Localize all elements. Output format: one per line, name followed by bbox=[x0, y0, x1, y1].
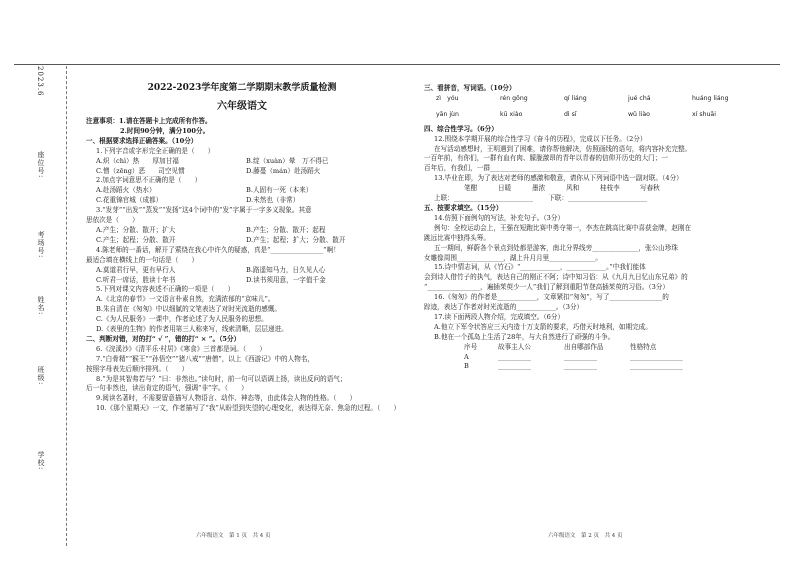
question-line: 在写活动感想时，王明遇到了困难，请你帮他解决，仿照画线的语句，将内容补充完整。 bbox=[434, 144, 692, 153]
page-footer-right: 六年级语文 第 2 页 共 4 页 bbox=[548, 533, 623, 539]
option-row bbox=[86, 186, 398, 196]
couplet-lines bbox=[424, 194, 764, 204]
table-row bbox=[424, 353, 764, 363]
option-row bbox=[86, 236, 398, 246]
binding-gutter bbox=[30, 66, 72, 546]
gutter-seat: 座位号: bbox=[37, 151, 45, 179]
question-line: 踪迹，表达了作者对时光流逝的____________。（3分） bbox=[424, 303, 584, 312]
question-line: 8.“为是其智弗若与？”曰：非然也。”读句时，前一句可以语调上扬，读出反问的语气； bbox=[96, 374, 347, 383]
top-rule bbox=[14, 64, 780, 65]
pinyin: kū xiào bbox=[500, 110, 523, 118]
pinyin: yān jùn bbox=[436, 110, 459, 118]
word: 日暖 bbox=[498, 184, 512, 193]
word: 墨浓 bbox=[532, 184, 546, 193]
table-header-cell: 性格特点 bbox=[630, 342, 657, 351]
table-cell: __________ bbox=[564, 352, 597, 361]
word: 桂枝李 bbox=[600, 184, 620, 193]
option-text: B.人固有一死（本来） bbox=[246, 186, 313, 195]
question-line: 后一句非然也，读出肯定的语气，强调“非”字。（ ） bbox=[86, 384, 248, 393]
couplet-words bbox=[424, 184, 764, 194]
word: 写春秋 bbox=[640, 184, 660, 193]
question-line: 例句：全校运动会上，王强在短跑比赛中勇夺第一，李杰在跳高比赛中喜获金牌，赵刚在 bbox=[434, 223, 692, 232]
question-line: 会到诗人借竹子的执气，表达自己的刚正不阿；诗中知习俗：从《九月九日忆山东兄弟》的 bbox=[424, 273, 688, 282]
table-cell: A bbox=[464, 352, 469, 361]
question-line: 5.下列对课文内容表述不正确的一项是（ ） bbox=[96, 285, 235, 294]
table-header-cell: 故事主人公 bbox=[498, 342, 531, 351]
table-header bbox=[424, 343, 764, 353]
question-line: 按照字母表先后顺序排列。（ ） bbox=[86, 364, 189, 373]
option-text: B.绽（xuàn）晕 万不得已 bbox=[246, 156, 329, 165]
question-line: 16.《匆匆》的作者是____________，文章紧扣“匆匆”，写了________________的 bbox=[434, 293, 669, 302]
word: 笔酣 bbox=[464, 184, 478, 193]
question-line: 13.毕业在即，为了表达对老师的感激和敬意，请你从下列词语中选一副对联。（4分） bbox=[434, 174, 683, 183]
table-cell: ________________ bbox=[630, 362, 683, 371]
question-line: 15.诗中情志词，从《竹石》“____________，____________。”中我们能体 bbox=[434, 263, 646, 272]
table-header-cell: 序号 bbox=[464, 342, 478, 351]
question-line: 一百年前，有你们，一群有血有肉、朦胧激昂的青年以青春的信仰开历史的大门；一 bbox=[424, 154, 668, 163]
left-questions bbox=[86, 136, 401, 414]
option-text: D.未然也（非常） bbox=[246, 196, 300, 205]
question-line: 最适合填在横线上的一句话是（ ） bbox=[86, 255, 199, 264]
pinyin: huáng liáng bbox=[692, 94, 729, 102]
question-line: 10.《那个星期天》一文，作者描写了“我”从盼望到失望的心理变化，表达得无奈、焦急的过程。（ ） bbox=[96, 404, 401, 413]
couplet-lower: 下联：________________________ bbox=[548, 194, 648, 203]
option-row bbox=[86, 196, 398, 206]
option-row bbox=[86, 157, 398, 167]
option-text: B.产生；分散、散开；起程 bbox=[246, 225, 326, 234]
table-cell: __________ bbox=[564, 362, 597, 371]
question-line: 12.围绕本学期开展的综合性学习《奋斗的历程》，完成以下任务。（2分） bbox=[434, 134, 647, 143]
option-text: A.赴汤蹈火（热水） bbox=[96, 186, 156, 195]
pinyin: jué chá bbox=[628, 94, 651, 102]
pinyin: xí shuāi bbox=[692, 110, 716, 118]
table-header-cell: 出自哪部作品 bbox=[564, 342, 604, 351]
pinyin: zì yóu bbox=[436, 94, 459, 102]
question-line: D.《表里的生物》的作者用第三人称来写，线索清晰，层层递进。 bbox=[96, 325, 288, 334]
section-heading: 五、按要求填空。（15分） bbox=[424, 203, 503, 212]
question-line: 1.下列字音或字形完全正确的是（ ） bbox=[96, 146, 215, 155]
exam-title: 2022-2023学年度第二学期期末教学质量检测 bbox=[147, 83, 337, 93]
question-line: 3.“发芽”“出发”“蒸发”“发扬”这4个词中的“发”字属于一字多义现象。其意 bbox=[96, 206, 312, 215]
option-text: A.炽（chì）热 厚加甘福 bbox=[96, 156, 179, 165]
right-questions-1 bbox=[424, 125, 764, 184]
option-text: D.藤蔓（mán）赴汤蹈火 bbox=[246, 166, 321, 175]
question-line: C.《为人民服务》一课中，作者论述了为人民服务的思想。 bbox=[96, 315, 268, 324]
page-left bbox=[86, 78, 401, 414]
option-text: B.路遥知马力，日久见人心 bbox=[246, 265, 326, 274]
pinyin: qí liáng bbox=[564, 94, 587, 102]
question-line: 17.读下面两段人物介绍，完成填空。（6分） bbox=[434, 312, 565, 321]
page-right bbox=[424, 84, 764, 372]
option-text: C.产生；起程；分散、散开 bbox=[96, 235, 176, 244]
option-row bbox=[86, 167, 398, 177]
table-cell: __________ bbox=[498, 352, 531, 361]
gutter-school: 学校: bbox=[37, 451, 45, 471]
page-footer-left: 六年级语文 第 1 页 共 4 页 bbox=[196, 533, 271, 539]
pinyin-row-2 bbox=[424, 110, 764, 120]
pinyin: dì sī bbox=[564, 110, 577, 118]
section-heading: 一、根据要求选择正确答案。（10分） bbox=[86, 136, 198, 145]
question-line: 9.阅读名著时，不需要留意描写人物语言、动作、神态等，由此体会人物的性格。（ ） bbox=[96, 394, 357, 403]
question-line: 4.陈老师的一番话，解开了萦绕在我心中许久的疑惑，真是“________________”啊！ bbox=[96, 245, 340, 254]
gutter-exam-room: 考场号: bbox=[37, 231, 45, 259]
option-text: A.产生；分散、散开；扩大 bbox=[96, 225, 176, 234]
table-cell: ________________ bbox=[630, 352, 683, 361]
question-line: 思依次是（ ） bbox=[86, 216, 139, 225]
question-line: B.他在一个孤岛上生活了28年，与大自然进行了顽强的斗争。 bbox=[434, 332, 615, 341]
question-line: A.《北京的春节》一文语言朴素自然，充满浓郁的“京味儿”。 bbox=[96, 295, 275, 304]
option-text: C.花重锦官城（成都） bbox=[96, 196, 163, 205]
option-text: A.莫道君行早，更有早行人 bbox=[96, 265, 176, 274]
option-text: D.产生；起程；扩大；分散、散开 bbox=[246, 235, 346, 244]
gutter-class: 班级: bbox=[37, 366, 45, 386]
question-line: 五一期间，鲜蔚各个景点到处都是游客，南北分界线旁______________，张公山珍珠 bbox=[434, 243, 678, 252]
option-text: D.读书须用意，一字值千金 bbox=[246, 275, 326, 284]
pinyin: rén gōng bbox=[500, 94, 528, 102]
notes-1: 注意事项：1.请在答题卡上完成所有作答。 bbox=[86, 117, 212, 125]
section-heading: 四、综合性学习。（6分） bbox=[424, 124, 498, 133]
couplet-upper: 上联：________________________ bbox=[434, 194, 533, 203]
option-text: C.听君一席话，胜读十年书 bbox=[96, 275, 176, 284]
exam-subtitle: 六年级语文 bbox=[217, 101, 267, 112]
pinyin: wǔ liào bbox=[628, 110, 650, 118]
notes-2: 2.时间90分钟，满分100分。 bbox=[120, 126, 210, 135]
right-questions-2 bbox=[424, 204, 764, 343]
table-row bbox=[424, 362, 764, 372]
table-cell: B bbox=[464, 362, 469, 371]
cut-line bbox=[66, 66, 67, 546]
option-row bbox=[86, 266, 398, 276]
section-heading: 二、判断对错，对的打“ √ ”，错的打“ × ”。（5分） bbox=[86, 334, 241, 343]
pinyin-row-1 bbox=[424, 94, 764, 104]
question-line: B.朱自清在《匆匆》中以细腻的文笔表达了对时光流逝的感慨。 bbox=[96, 305, 281, 314]
section-3-title: 三、看拼音，写词语。（10分） bbox=[424, 84, 516, 92]
question-line: 14.仿照下面例句的写法，补充句子。（3分） bbox=[434, 213, 565, 222]
question-line: 6.《浣溪沙》《清平乐·村居》《寒食》三首都是词。（ ） bbox=[96, 344, 266, 353]
question-line: 女雕像周围______________，湖上升月月里______________。 bbox=[424, 253, 603, 262]
question-line: 2.加点字词意思不正确的是（ ） bbox=[96, 176, 202, 185]
question-line: A.他立下军令状答应三天内造十万支箭的要求，巧借天时地利，如期完成。 bbox=[434, 322, 652, 331]
gutter-year: 2023.6 bbox=[36, 66, 44, 97]
table-cell: __________ bbox=[498, 362, 531, 371]
option-row bbox=[86, 276, 398, 286]
question-line: 7.“白骨精”“猴王”“孙悟空”“猪八戒”“唐僧”，以上《西游记》中的人物名， bbox=[96, 354, 315, 363]
question-line: 百年后，有我们，一群____________________________________ bbox=[424, 164, 609, 173]
option-text: C.憎（zēng）恶 司空见惯 bbox=[96, 166, 185, 175]
option-row bbox=[86, 226, 398, 236]
word: 风和 bbox=[566, 184, 580, 193]
question-line: 跳远比赛中独得头筹。 bbox=[424, 233, 490, 242]
gutter-name: 姓名: bbox=[37, 296, 45, 316]
question-line: “________________，遍插茱萸少一人”我们了解到重阳节登高插茱萸的习俗。（3分） bbox=[424, 283, 670, 292]
